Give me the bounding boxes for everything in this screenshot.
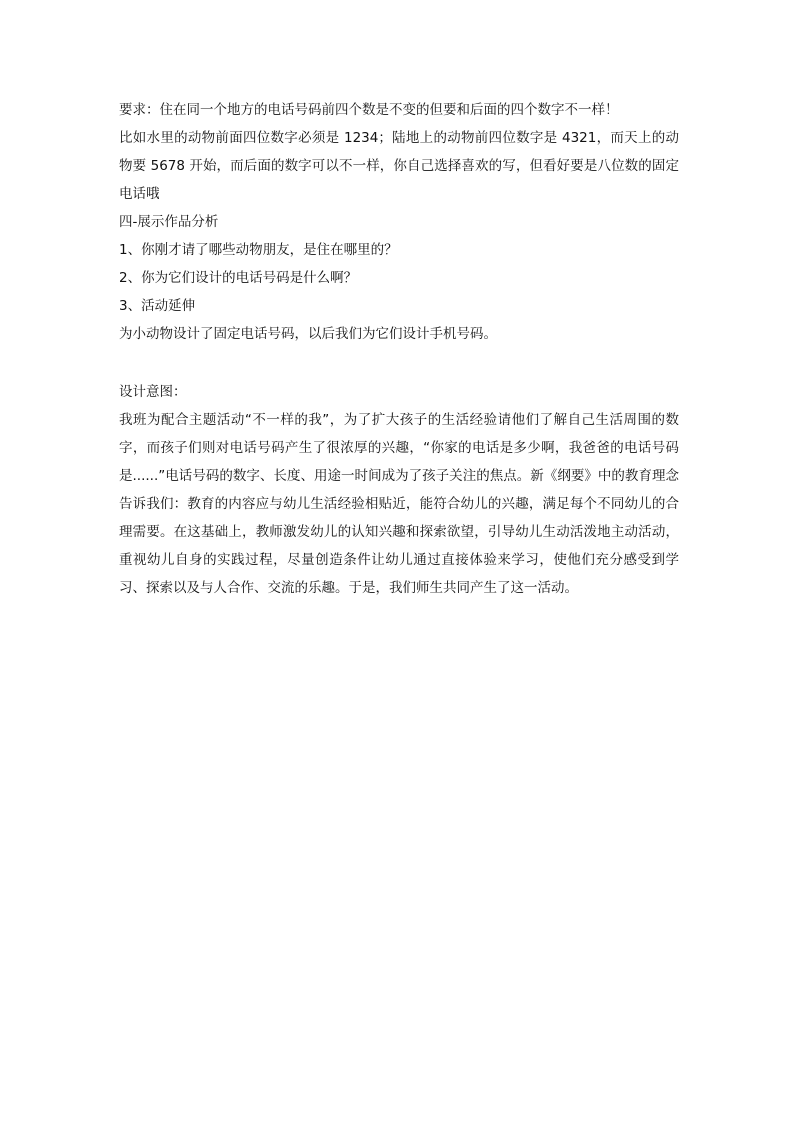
question-item-2: 2、你为它们设计的电话号码是什么啊？ [119, 270, 358, 286]
extension-paragraph: 为小动物设计了固定电话号码，以后我们为它们设计手机号码。 [119, 326, 497, 342]
document-content [119, 96, 679, 602]
question-item-1: 1、你刚才请了哪些动物朋友，是住在哪里的？ [119, 242, 398, 258]
requirement-paragraph: 要求：住在同一个地方的电话号码前四个数是不变的但要和后面的四个数字不一样！ [119, 102, 619, 118]
paragraph-spacer [119, 348, 679, 378]
activity-extension-item: 3、活动延伸 [119, 298, 196, 314]
design-intent-heading: 设计意图： [119, 384, 187, 400]
example-paragraph: 比如水里的动物前面四位数字必须是 1234；陆地上的动物前四位数字是 4321，而天上的动物要 5678 开始，而后面的数字可以不一样，你自己选择喜欢的写，但看好要是八位数的固定电话哦 [119, 130, 679, 202]
design-intent-body: 我班为配合主题活动“不一样的我”，为了扩大孩子的生活经验请他们了解自己生活周围的数字，而孩子们则对电话号码产生了很浓厚的兴趣，“你家的电话是多少啊，我爸爸的电话号码是......”电话号码的数字、长度、用途一时间成为了孩子关注的焦点。新《纲要》中的教育理念告诉我们：教育的内容应与幼儿生活经验相贴近，能符合幼儿的兴趣，满足每个不同幼儿的合理需要。在这基础上，教师激发幼儿的认知兴趣和探索欲望，引导幼儿生动活泼地主动活动，重视幼儿自身的实践过程，尽量创造条件让幼儿通过直接体验来学习，使他们充分感受到学习、探索以及与人合作、交流的乐趣。于是，我们师生共同产生了这一活动。 [119, 412, 679, 596]
section-four-heading: 四-展示作品分析 [119, 214, 219, 230]
